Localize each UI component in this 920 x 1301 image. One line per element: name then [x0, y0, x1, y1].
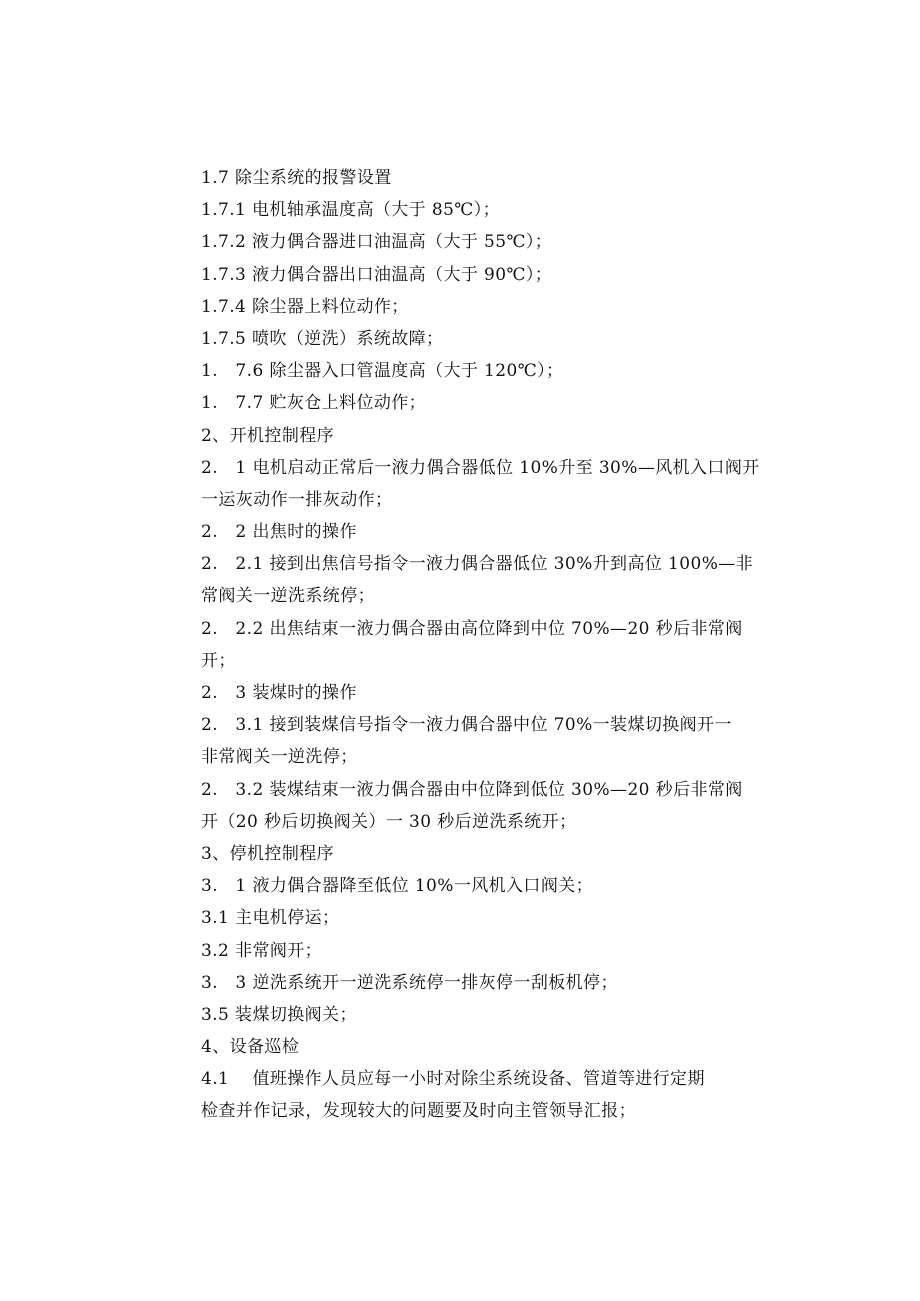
text-line: 1.7.4 除尘器上料位动作； — [201, 296, 409, 317]
text-line: 3. 3 逆洗系统开一逆洗系统停一排灰停一刮板机停； — [201, 972, 618, 993]
text-line: 常阀关一逆洗系统停； — [201, 586, 375, 607]
text-line: 2. 2.2 出焦结束一液力偶合器由高位降到中位 70%—20 秒后非常阀 — [201, 618, 743, 639]
subsection-heading-2-2: 2. 2 出焦时的操作 — [201, 522, 357, 543]
text-line: 2. 3.2 装煤结束一液力偶合器由中位降到低位 30%—20 秒后非常阀 — [201, 779, 743, 800]
section-heading-4: 4、设备巡检 — [201, 1037, 300, 1058]
text-line: 3.1 主电机停运； — [201, 908, 340, 929]
text-line: 2. 2.1 接到出焦信号指令一液力偶合器低位 30%升到高位 100%—非 — [201, 554, 754, 575]
subsection-heading-2-3: 2. 3 装煤时的操作 — [201, 683, 357, 703]
text-line: 开（20 秒后切换阀关）一 30 秒后逆洗系统开； — [201, 811, 577, 832]
text-line: 1.7.5 喷吹（逆洗）系统故障； — [201, 328, 444, 349]
text-line: 4.1 值班操作人员应每一小时对除尘系统设备、管道等进行定期 — [201, 1069, 705, 1090]
text-line: 1.7.3 液力偶合器出口油温高（大于 90℃）； — [201, 264, 553, 285]
text-line: 2. 1 电机启动正常后一液力偶合器低位 10%升至 30%—风机入口阀开 — [201, 457, 760, 478]
document-body — [201, 162, 761, 1128]
text-line: 1. 7.6 除尘器入口管温度高（大于 120℃）； — [201, 361, 564, 382]
section-heading-3: 3、停机控制程序 — [201, 843, 335, 864]
section-heading-1-7: 1.7 除尘系统的报警设置 — [201, 168, 392, 188]
text-line: 3.2 非常阀开； — [201, 940, 323, 961]
text-line: 1.7.2 液力偶合器进口油温高（大于 55℃）； — [201, 232, 553, 253]
text-line: 1. 7.7 贮灰仓上料位动作； — [201, 393, 427, 414]
text-line: 检查并作记录，发现较大的问题要及时向主管领导汇报； — [201, 1101, 636, 1122]
text-line: 3. 1 液力偶合器降至低位 10%一风机入口阀关； — [201, 876, 594, 897]
section-heading-2: 2、开机控制程序 — [201, 425, 335, 446]
text-line: 1.7.1 电机轴承温度高（大于 85℃）； — [201, 200, 501, 221]
text-line: 2. 3.1 接到装煤信号指令一液力偶合器中位 70%一装煤切换阀开一 — [201, 715, 732, 736]
text-line: 非常阀关一逆洗停； — [201, 747, 358, 768]
text-line: 3.5 装煤切换阀关； — [201, 1004, 357, 1025]
text-line: 开； — [201, 650, 236, 671]
text-line: 一运灰动作一排灰动作； — [201, 489, 393, 510]
